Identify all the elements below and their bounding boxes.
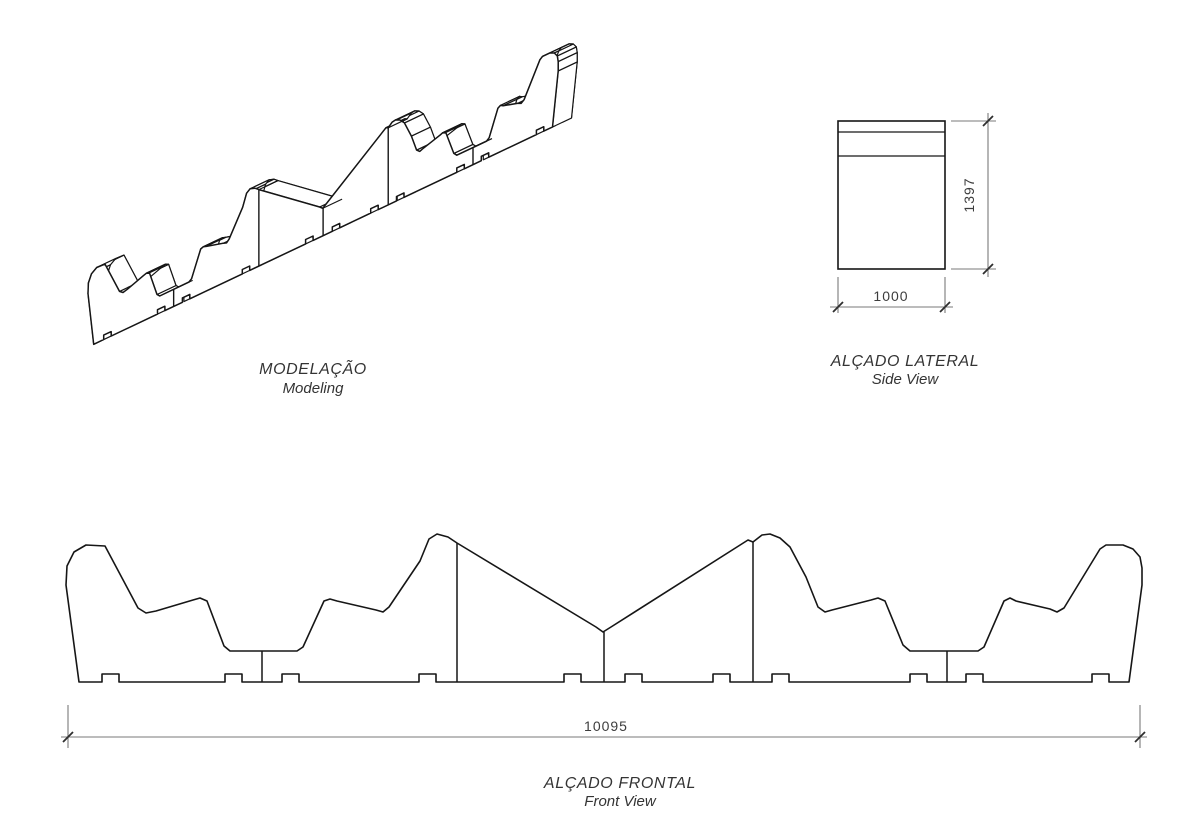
front-width-dimension-value: 10095 bbox=[584, 718, 628, 734]
side-profile-outline bbox=[838, 121, 945, 269]
modeling-view-subtitle: Modeling bbox=[282, 380, 344, 397]
side-height-dimension-value: 1397 bbox=[961, 177, 977, 213]
modeling-isometric-view bbox=[88, 44, 577, 344]
front-view-subtitle: Front View bbox=[584, 793, 656, 810]
front-view-drawing bbox=[66, 534, 1142, 682]
side-view-title: ALÇADO LATERAL bbox=[830, 353, 980, 370]
modeling-view-title: MODELAÇÃO bbox=[259, 361, 367, 378]
side-width-dimension-value: 1000 bbox=[873, 288, 909, 304]
side-view-drawing bbox=[838, 121, 945, 269]
front-view-title: ALÇADO FRONTAL bbox=[543, 775, 697, 792]
side-view-subtitle: Side View bbox=[871, 371, 939, 388]
